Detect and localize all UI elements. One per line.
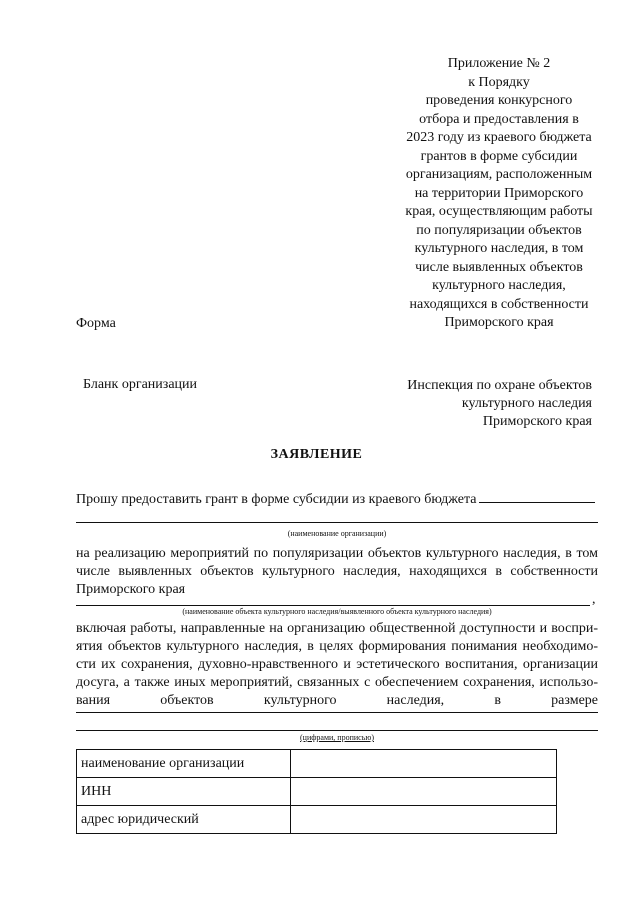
addressee-line: Приморского края (482, 414, 592, 429)
amount-caption: (цифрами, прописью) (300, 733, 374, 742)
paragraph-line: досуга, а также иных мероприятий, связанных с обеспечением сохранения, использо- (76, 675, 598, 690)
appendix-header (386, 55, 612, 333)
comma: , (592, 592, 596, 607)
appendix-line: числе выявленных объектов (415, 259, 583, 275)
amount-fill-line-2[interactable] (76, 730, 598, 731)
paragraph-line: вания объектов культурного наследия, в размере (76, 693, 598, 708)
document-title: ЗАЯВЛЕНИЕ (270, 447, 363, 462)
appendix-line: к Порядку (468, 74, 530, 90)
table-cell-value[interactable] (291, 778, 557, 806)
request-text: Прошу предоставить грант в форме субсидии из краевого бюджета (76, 492, 477, 507)
appendix-line: находящихся в собственности (409, 296, 589, 312)
request-paragraph (76, 490, 595, 508)
organization-letterhead-label: Бланк организации (83, 377, 198, 392)
amount-fill-line-1[interactable] (76, 712, 598, 713)
addressee-line: Инспекция по охране объектов (407, 378, 592, 393)
appendix-line: культурного наследия, в том (414, 241, 584, 256)
addressee-line: культурного наследия (461, 396, 592, 411)
table-cell-label: ИНН (77, 778, 291, 806)
budget-fill-line[interactable] (479, 490, 595, 503)
table-cell-value[interactable] (291, 806, 557, 834)
table-cell-label: наименование организации (77, 750, 291, 778)
heritage-object-caption: (наименование объекта культурного наследия/выявленного объекта культурного наследия) (182, 607, 492, 616)
appendix-line: на территории Приморского (414, 185, 584, 201)
paragraph-line: ятия объектов культурного наследия, в целях формирования понимания необходимо- (76, 639, 598, 654)
table-row (77, 750, 557, 778)
organization-name-caption: (наименование организации) (287, 529, 387, 538)
organization-details-table (76, 749, 557, 834)
appendix-line: культурного наследия, (432, 278, 566, 293)
table-row (77, 778, 557, 806)
appendix-line: организациям, расположенным (405, 167, 593, 182)
table-row (77, 806, 557, 834)
appendix-line: Приморского края (444, 315, 554, 330)
appendix-line: проведения конкурсного (425, 93, 573, 108)
organization-name-fill-line[interactable] (76, 522, 598, 523)
paragraph-line: включая работы, направленные на организацию общественной доступности и воспри- (76, 621, 598, 636)
paragraph-line: сти их сохранения, духовно-нравственного и эстетического воспитания, организации (76, 657, 598, 672)
appendix-line: 2023 году из краевого бюджета (406, 130, 592, 145)
addressee-block (407, 377, 592, 431)
appendix-line: по популяризации объектов (416, 222, 582, 238)
appendix-line: грантов в форме субсидии (420, 148, 578, 164)
appendix-line: края, осуществляющим работы (405, 204, 593, 219)
form-label: Форма (76, 316, 116, 331)
heritage-object-fill-line[interactable] (76, 605, 590, 606)
appendix-line: Приложение № 2 (447, 56, 551, 71)
table-cell-value[interactable] (291, 750, 557, 778)
works-paragraph (76, 620, 598, 710)
appendix-line: отбора и предоставления в (419, 111, 579, 127)
purpose-paragraph: на реализацию мероприятий по популяризации объектов культурного наследия, в том числе выявленных объектов культурного наследия, находящихся в собственности Приморского края (76, 546, 598, 597)
table-cell-label: адрес юридический (77, 806, 291, 834)
